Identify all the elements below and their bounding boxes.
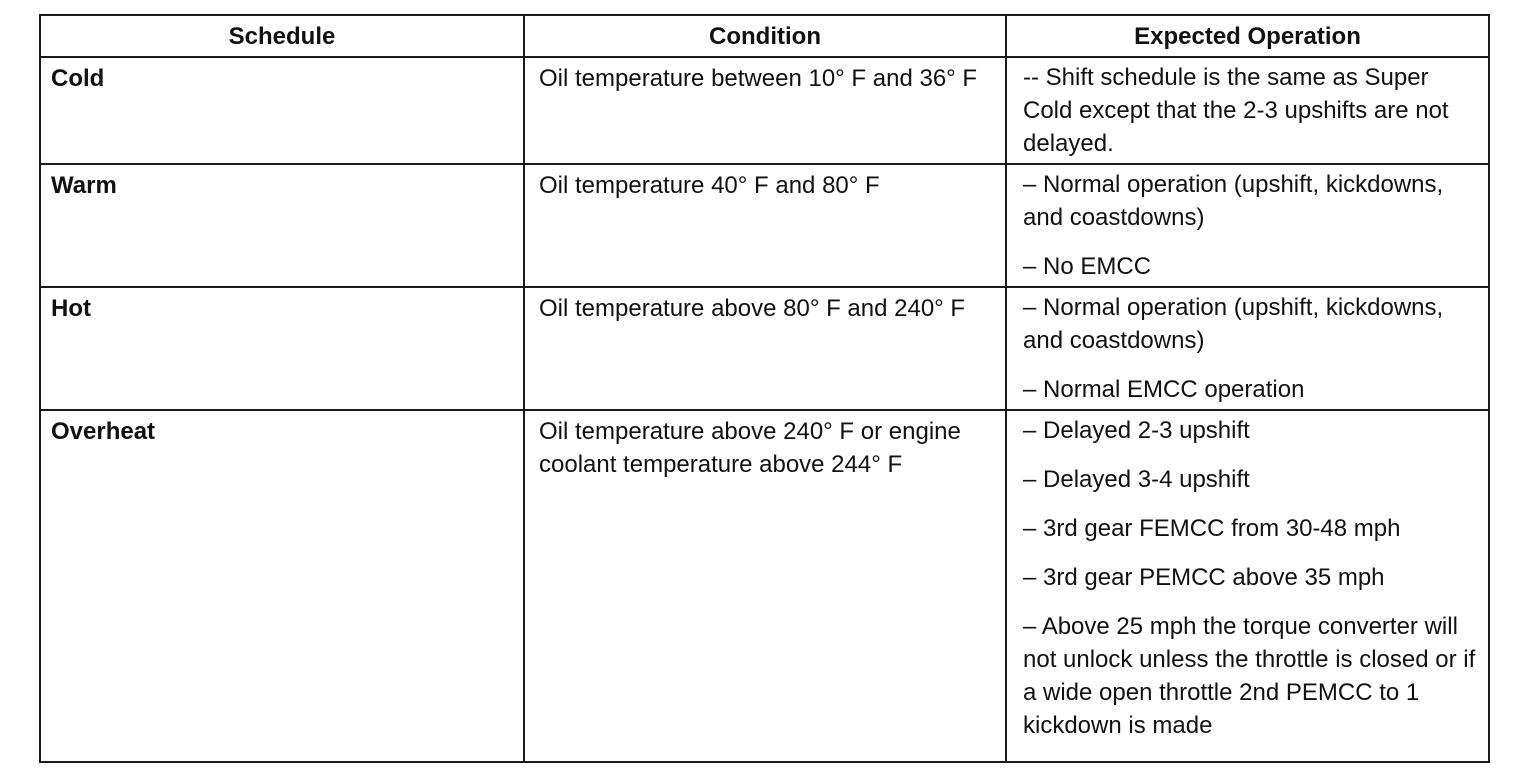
operation-item: – Normal EMCC operation (1023, 376, 1305, 403)
table-row-hot (40, 287, 1489, 410)
shift-schedule-table (39, 14, 1490, 763)
operation-cell (1006, 57, 1489, 164)
operation-item: – Delayed 3-4 upshift (1023, 466, 1250, 493)
condition-cell: Oil temperature between 10° F and 36° F (524, 57, 1006, 164)
operation-cell (1006, 410, 1489, 762)
schedule-cell: Cold (40, 57, 524, 164)
condition-cell: Oil temperature 40° F and 80° F (524, 164, 1006, 287)
operation-cell (1006, 287, 1489, 410)
schedule-cell: Hot (40, 287, 524, 410)
table-row-overheat (40, 410, 1489, 762)
condition-cell: Oil temperature above 80° F and 240° F (524, 287, 1006, 410)
operation-item: – Delayed 2-3 upshift (1023, 417, 1250, 444)
operation-item: -- Shift schedule is the same as Super Cold except that the 2-3 upshifts are not delayed. (1023, 64, 1449, 157)
operation-item: – No EMCC (1023, 253, 1152, 280)
table-row-cold (40, 57, 1489, 164)
header-schedule: Schedule (40, 15, 524, 57)
operation-cell (1006, 164, 1489, 287)
schedule-cell: Overheat (40, 410, 524, 762)
operation-item: – Above 25 mph the torque converter will not unlock unless the throttle is closed or if a wide open throttle 2nd PEMCC to 1 kickdown is made (1023, 613, 1476, 739)
operation-item: – Normal operation (upshift, kickdowns, and coastdowns) (1023, 294, 1444, 354)
operation-item: – 3rd gear FEMCC from 30-48 mph (1023, 515, 1401, 542)
header-condition: Condition (524, 15, 1006, 57)
schedule-cell: Warm (40, 164, 524, 287)
operation-item: – Normal operation (upshift, kickdowns, and coastdowns) (1023, 171, 1444, 231)
operation-item: – 3rd gear PEMCC above 35 mph (1023, 564, 1385, 591)
table-row-warm (40, 164, 1489, 287)
header-expected-operation: Expected Operation (1006, 15, 1489, 57)
header-row (40, 15, 1489, 57)
condition-cell: Oil temperature above 240° F or engine coolant temperature above 244° F (524, 410, 1006, 762)
